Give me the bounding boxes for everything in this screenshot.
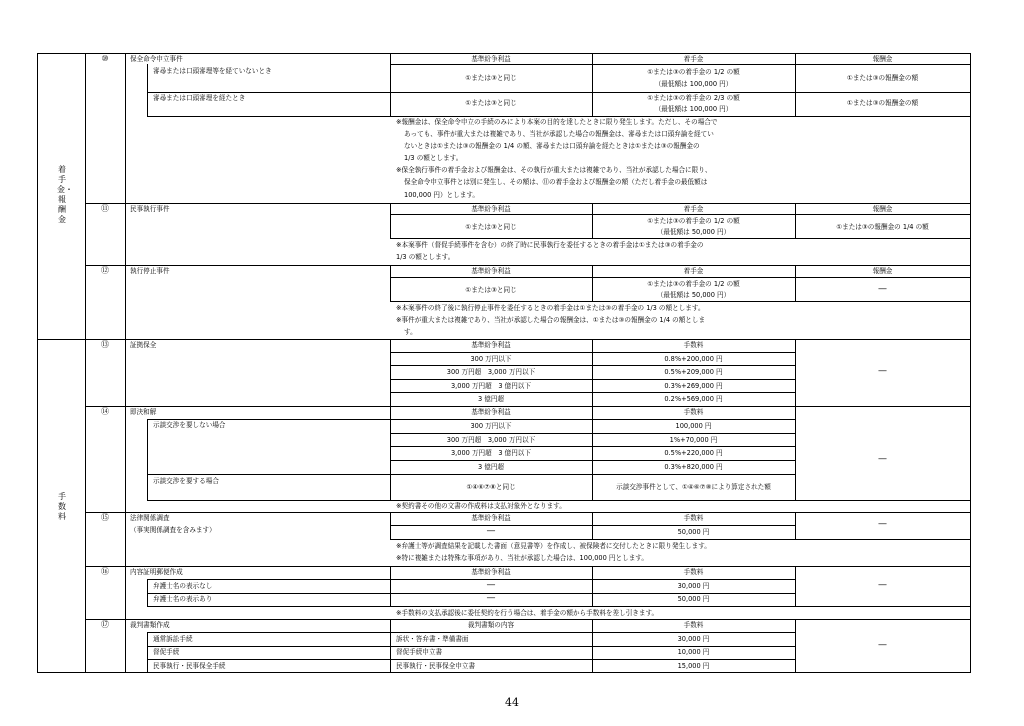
row-basis: 300 万円超 3,000 万円以下	[446, 436, 536, 444]
note-line: ※事件が重大または複雑であり、当社が承認した場合の報酬金は、①または③の報酬金の 1/4 の額としま	[396, 316, 706, 324]
row-basis: 3,000 万円超 3 億円以下	[450, 382, 531, 390]
cell-fee: 30,000 円	[677, 582, 710, 590]
header-basis: 基準紛争利益	[471, 568, 511, 576]
section-subtitle: （事実関係調査を含みます）	[130, 526, 216, 534]
row-basis: 300 万円超 3,000 万円以下	[446, 368, 536, 376]
note-line: す。	[404, 328, 417, 336]
cell-reward: ①または③の報酬金の額	[846, 99, 919, 107]
dash-reward: —	[878, 284, 887, 294]
section-number: ⑩	[101, 54, 109, 63]
header-basis: 基準紛争利益	[471, 408, 511, 416]
row-fee: 10,000 円	[677, 648, 710, 656]
note-line: あっても、事件が重大または複雑であり、当社が承認した場合の報酬金は、審尋または口頭弁論を経てい	[404, 130, 714, 138]
note-line: ※保全執行事件の着手金および報酬金は、その執行が重大または複雑であり、当社が承認した場合に限り、	[396, 166, 712, 174]
section-number: ⑬	[101, 340, 109, 349]
dash-reward: —	[878, 454, 887, 464]
row-fee: 0.5%+209,000 円	[664, 368, 723, 376]
cell-initial-line2: （最低額は 100,000 円）	[654, 80, 733, 88]
header-basis: 基準紛争利益	[471, 514, 511, 522]
row-basis: 3 億円超	[477, 395, 505, 403]
cell-initial-line1: ①または③の着手金の 2/3 の額	[647, 94, 740, 102]
row-label: 示談交渉を要する場合	[153, 477, 219, 485]
row-fee: 15,000 円	[677, 662, 710, 670]
header-basis: 基準紛争利益	[471, 341, 511, 349]
row-basis: 3 億円超	[477, 463, 505, 471]
header-reward: 報酬金	[872, 205, 893, 213]
note-line: ※手数料の支払承認後に委任契約を行う場合は、着手金の額から手数料を差し引きます。	[396, 609, 659, 617]
row-label: 審尋または口頭審理を経たとき	[153, 94, 246, 102]
note-line: ※報酬金は、保全命令申立の手続のみにより本案の目的を達したときに限り発生します。ただし、その場合で	[396, 118, 718, 126]
cell-fee: 50,000 円	[677, 528, 710, 536]
note-line: ※本案事件（督促手続事件を含む）の終了時に民事執行を委任するときの着手金は①または③の着手金の	[396, 241, 704, 249]
header-initial: 着手金	[683, 205, 704, 213]
category-commission: 手数料	[58, 492, 66, 521]
row-label: 示談交渉を要しない場合	[153, 421, 226, 429]
row-content: 民事執行・民事保全申立書	[396, 662, 476, 670]
header-initial: 着手金	[683, 55, 704, 63]
row-label: 通常訴訟手続	[153, 635, 193, 643]
note-line: ※本案事件の終了後に執行停止事件を委任するときの着手金は①または③の着手金の 1/3 の額とします。	[396, 304, 705, 312]
cell-fee: 50,000 円	[677, 595, 710, 603]
row-fee: 0.3%+820,000 円	[664, 463, 723, 471]
cell-basis: ①④⑥⑦⑧と同じ	[466, 483, 516, 491]
section-title: 法律関係調査	[130, 514, 170, 522]
dash-reward: —	[878, 366, 887, 376]
section-number: ⑭	[101, 407, 109, 416]
header-fee: 手数料	[683, 621, 704, 629]
section-title: 民事執行事件	[130, 205, 170, 213]
section-title: 即決和解	[130, 408, 157, 416]
header-content: 裁判書類の内容	[467, 621, 515, 629]
cell-basis: ①または③と同じ	[465, 286, 517, 294]
section-number: ⑫	[101, 266, 109, 275]
cell-reward: ①または③の報酬金の 1/4 の額	[836, 223, 929, 231]
section-title: 執行停止事件	[130, 267, 170, 275]
header-reward: 報酬金	[872, 55, 893, 63]
dash-basis: —	[486, 593, 496, 603]
row-fee: 30,000 円	[677, 635, 710, 643]
header-basis: 基準紛争利益	[471, 267, 511, 275]
row-fee: 0.8%+200,000 円	[664, 355, 723, 363]
dash-reward: —	[878, 519, 887, 529]
category-fees-rewards: 着手金・報酬金	[57, 165, 73, 224]
cell-initial-line1: ①または③の着手金の 1/2 の額	[647, 280, 740, 288]
row-basis: 300 万円以下	[470, 355, 512, 363]
note-line: 保全命令申立事件とは別に発生し、その額は、⑪の着手金および報酬金の額（ただし着手金の最低額は	[404, 178, 708, 186]
cell-initial-line1: ①または③の着手金の 1/2 の額	[647, 68, 740, 76]
section-number: ⑯	[101, 567, 109, 576]
cell-initial-line2: （最低額は 50,000 円）	[656, 228, 731, 236]
dash-reward: —	[878, 640, 887, 650]
cell-reward: ①または③の報酬金の額	[846, 74, 919, 82]
note-line: ※弁護士等が調査結果を記載した書面（意見書等）を作成し、被保険者に交付したときに限り発生します。	[396, 542, 711, 550]
row-fee: 0.2%+569,000 円	[664, 395, 723, 403]
row-label: 督促手続	[153, 648, 180, 656]
row-fee: 1%+70,000 円	[669, 436, 718, 444]
cell-initial-line2: （最低額は 100,000 円）	[654, 105, 733, 113]
section-title: 保全命令申立事件	[130, 55, 183, 63]
cell-fee: 示談交渉事件として、①④⑥⑦⑧により算定された額	[616, 483, 771, 491]
row-label: 弁護士名の表示なし	[153, 582, 213, 590]
note-line: 1/3 の額とします。	[396, 253, 455, 261]
header-fee: 手数料	[683, 341, 704, 349]
row-fee: 0.3%+269,000 円	[664, 382, 723, 390]
header-fee: 手数料	[683, 514, 704, 522]
section-number: ⑰	[101, 620, 109, 629]
cell-initial-line1: ①または③の着手金の 1/2 の額	[647, 217, 740, 225]
dash-basis: —	[486, 526, 496, 536]
note-line: ないときは①または③の報酬金の 1/4 の額、審尋または口頭弁論を経たときは①または③の報酬金の	[404, 142, 700, 150]
header-basis: 基準紛争利益	[471, 205, 511, 213]
row-label: 弁護士名の表示あり	[153, 595, 213, 603]
header-initial: 着手金	[683, 267, 704, 275]
header-fee: 手数料	[683, 568, 704, 576]
cell-initial-line2: （最低額は 50,000 円）	[656, 291, 731, 299]
row-basis: 3,000 万円超 3 億円以下	[450, 449, 531, 457]
section-title: 内容証明郵便作成	[130, 568, 183, 576]
section-title: 裁判書類作成	[130, 621, 170, 629]
header-basis: 基準紛争利益	[471, 55, 511, 63]
section-number: ⑪	[101, 204, 109, 213]
row-label: 民事執行・民事保全手続	[153, 662, 226, 670]
cell-basis: ①または③と同じ	[465, 99, 517, 107]
row-content: 督促手続申立書	[396, 648, 443, 656]
section-title: 証拠保全	[130, 341, 157, 349]
page-number: 44	[505, 696, 519, 709]
row-fee: 0.5%+220,000 円	[664, 449, 723, 457]
note-line: ※特に複雑または特殊な事項があり、当社が承認した場合は、100,000 円とします。	[396, 554, 648, 562]
header-reward: 報酬金	[872, 267, 893, 275]
row-label: 審尋または口頭審理等を経ていないとき	[153, 67, 272, 75]
row-content: 訴状・答弁書・準備書面	[396, 635, 469, 643]
dash-basis: —	[486, 580, 496, 590]
section-number: ⑮	[101, 513, 109, 522]
note-line: 1/3 の額とします。	[404, 154, 463, 162]
note-line: 100,000 円）とします。	[404, 191, 479, 199]
header-fee: 手数料	[683, 408, 704, 416]
cell-basis: ①または③と同じ	[465, 223, 517, 231]
dash-reward: —	[878, 580, 887, 590]
note-line: ※契約書その他の文書の作成料は支払対象外となります。	[396, 502, 566, 510]
cell-basis: ①または③と同じ	[465, 74, 517, 82]
row-basis: 300 万円以下	[470, 422, 512, 430]
row-fee: 100,000 円	[675, 422, 712, 430]
